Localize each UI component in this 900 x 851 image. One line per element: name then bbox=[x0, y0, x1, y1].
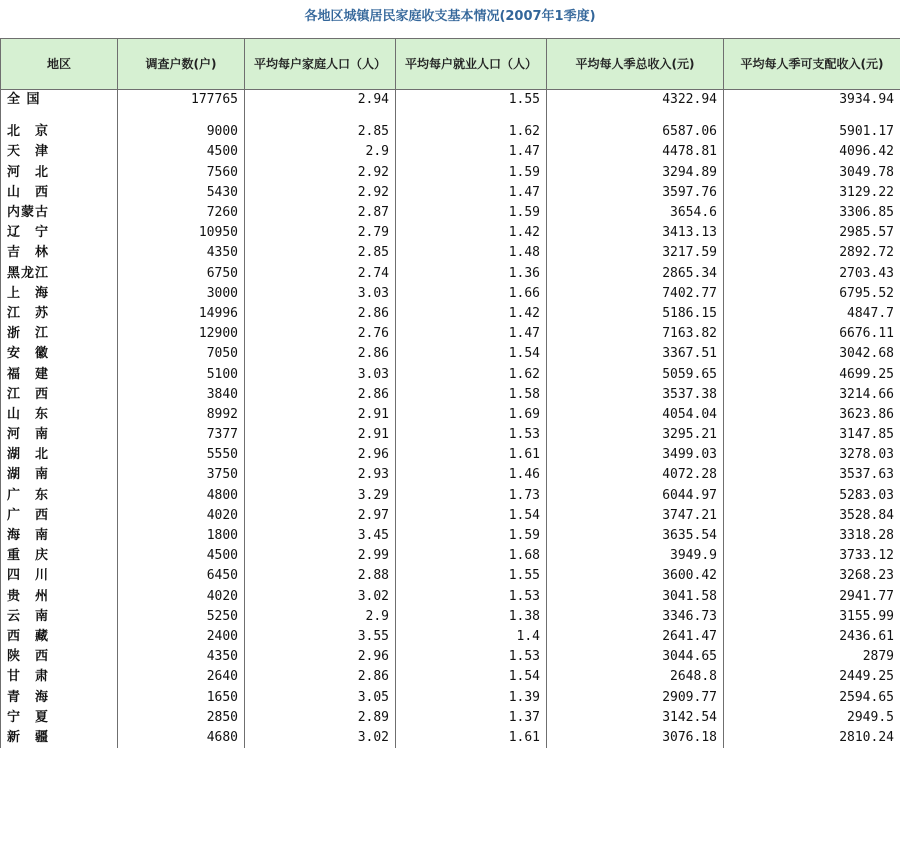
households-cell: 7050 bbox=[118, 344, 245, 364]
table-row bbox=[1, 708, 900, 728]
disposable-income-cell: 4699.25 bbox=[724, 364, 900, 384]
employed-cell: 1.47 bbox=[396, 324, 547, 344]
disposable-income-cell: 2941.77 bbox=[724, 587, 900, 607]
employed-cell: 1.39 bbox=[396, 687, 547, 707]
total-income-cell: 3413.13 bbox=[547, 223, 724, 243]
family-size-cell: 2.9 bbox=[245, 607, 396, 627]
region-cell: 安 徽 bbox=[1, 344, 118, 364]
table-row bbox=[1, 667, 900, 687]
header-disposable-income: 平均每人季可支配收入(元) bbox=[724, 39, 900, 90]
table-row bbox=[1, 506, 900, 526]
employed-cell: 1.62 bbox=[396, 364, 547, 384]
region-cell: 内蒙古 bbox=[1, 203, 118, 223]
total-income-cell: 5186.15 bbox=[547, 304, 724, 324]
region-cell: 宁 夏 bbox=[1, 708, 118, 728]
households-cell: 5430 bbox=[118, 183, 245, 203]
region-cell: 贵 州 bbox=[1, 587, 118, 607]
family-size-cell: 2.89 bbox=[245, 708, 396, 728]
table-row bbox=[1, 607, 900, 627]
table-row bbox=[1, 223, 900, 243]
header-region: 地区 bbox=[1, 39, 118, 90]
households-cell: 1650 bbox=[118, 687, 245, 707]
employed-cell: 1.38 bbox=[396, 607, 547, 627]
households-cell: 4680 bbox=[118, 728, 245, 748]
households-cell: 3750 bbox=[118, 465, 245, 485]
households-cell: 6450 bbox=[118, 566, 245, 586]
total-income-cell: 3044.65 bbox=[547, 647, 724, 667]
region-cell: 西 藏 bbox=[1, 627, 118, 647]
header-family-size: 平均每户家庭人口（人） bbox=[245, 39, 396, 90]
disposable-income-cell: 2436.61 bbox=[724, 627, 900, 647]
table-row bbox=[1, 122, 900, 142]
households-cell: 12900 bbox=[118, 324, 245, 344]
disposable-income-cell: 3049.78 bbox=[724, 163, 900, 183]
region-cell: 北 京 bbox=[1, 122, 118, 142]
households-cell: 7560 bbox=[118, 163, 245, 183]
households-cell: 7260 bbox=[118, 203, 245, 223]
disposable-income-cell: 2810.24 bbox=[724, 728, 900, 748]
households-cell: 177765 bbox=[118, 90, 245, 111]
employed-cell bbox=[396, 110, 547, 122]
region-cell: 天 津 bbox=[1, 142, 118, 162]
table-row bbox=[1, 284, 900, 304]
total-income-cell: 3367.51 bbox=[547, 344, 724, 364]
disposable-income-cell: 3268.23 bbox=[724, 566, 900, 586]
region-cell: 河 北 bbox=[1, 163, 118, 183]
disposable-income-cell: 2594.65 bbox=[724, 687, 900, 707]
region-cell: 新 疆 bbox=[1, 728, 118, 748]
disposable-income-cell: 3306.85 bbox=[724, 203, 900, 223]
table-row bbox=[1, 587, 900, 607]
employed-cell: 1.66 bbox=[396, 284, 547, 304]
total-income-cell: 3635.54 bbox=[547, 526, 724, 546]
households-cell: 3840 bbox=[118, 385, 245, 405]
disposable-income-cell: 2449.25 bbox=[724, 667, 900, 687]
total-income-cell: 3294.89 bbox=[547, 163, 724, 183]
region-cell: 青 海 bbox=[1, 687, 118, 707]
employed-cell: 1.55 bbox=[396, 90, 547, 111]
total-income-cell: 3747.21 bbox=[547, 506, 724, 526]
family-size-cell: 2.96 bbox=[245, 647, 396, 667]
header-total-income: 平均每人季总收入(元) bbox=[547, 39, 724, 90]
employed-cell: 1.54 bbox=[396, 667, 547, 687]
employed-cell: 1.62 bbox=[396, 122, 547, 142]
employed-cell: 1.47 bbox=[396, 183, 547, 203]
employed-cell: 1.61 bbox=[396, 728, 547, 748]
table-row bbox=[1, 566, 900, 586]
family-size-cell: 2.99 bbox=[245, 546, 396, 566]
households-cell: 14996 bbox=[118, 304, 245, 324]
total-income-cell: 3949.9 bbox=[547, 546, 724, 566]
table-header bbox=[1, 39, 900, 90]
disposable-income-cell: 3147.85 bbox=[724, 425, 900, 445]
table-row bbox=[1, 90, 900, 111]
family-size-cell: 2.9 bbox=[245, 142, 396, 162]
total-income-cell: 2641.47 bbox=[547, 627, 724, 647]
table-row bbox=[1, 110, 900, 122]
employed-cell: 1.48 bbox=[396, 243, 547, 263]
disposable-income-cell: 3278.03 bbox=[724, 445, 900, 465]
employed-cell: 1.53 bbox=[396, 587, 547, 607]
family-size-cell: 2.85 bbox=[245, 243, 396, 263]
total-income-cell: 3600.42 bbox=[547, 566, 724, 586]
disposable-income-cell: 6795.52 bbox=[724, 284, 900, 304]
region-cell: 广 西 bbox=[1, 506, 118, 526]
family-size-cell: 2.96 bbox=[245, 445, 396, 465]
total-income-cell: 7402.77 bbox=[547, 284, 724, 304]
households-cell: 2400 bbox=[118, 627, 245, 647]
households-cell: 6750 bbox=[118, 264, 245, 284]
total-income-cell: 3537.38 bbox=[547, 385, 724, 405]
table-row bbox=[1, 264, 900, 284]
employed-cell: 1.36 bbox=[396, 264, 547, 284]
total-income-cell: 3295.21 bbox=[547, 425, 724, 445]
table-row bbox=[1, 647, 900, 667]
region-cell: 全 国 bbox=[1, 90, 118, 111]
total-income-cell: 3346.73 bbox=[547, 607, 724, 627]
table-row bbox=[1, 546, 900, 566]
disposable-income-cell: 3155.99 bbox=[724, 607, 900, 627]
employed-cell: 1.73 bbox=[396, 486, 547, 506]
region-cell: 甘 肃 bbox=[1, 667, 118, 687]
employed-cell: 1.61 bbox=[396, 445, 547, 465]
households-cell: 4350 bbox=[118, 243, 245, 263]
header-households: 调查户数(户) bbox=[118, 39, 245, 90]
table-row bbox=[1, 243, 900, 263]
region-cell: 云 南 bbox=[1, 607, 118, 627]
family-size-cell: 2.91 bbox=[245, 425, 396, 445]
disposable-income-cell: 4847.7 bbox=[724, 304, 900, 324]
total-income-cell: 7163.82 bbox=[547, 324, 724, 344]
households-cell: 4500 bbox=[118, 546, 245, 566]
region-cell: 辽 宁 bbox=[1, 223, 118, 243]
employed-cell: 1.37 bbox=[396, 708, 547, 728]
region-cell bbox=[1, 110, 118, 122]
total-income-cell: 4478.81 bbox=[547, 142, 724, 162]
region-cell: 海 南 bbox=[1, 526, 118, 546]
disposable-income-cell: 2949.5 bbox=[724, 708, 900, 728]
total-income-cell: 6044.97 bbox=[547, 486, 724, 506]
table-row bbox=[1, 344, 900, 364]
family-size-cell: 3.05 bbox=[245, 687, 396, 707]
employed-cell: 1.46 bbox=[396, 465, 547, 485]
family-size-cell: 3.29 bbox=[245, 486, 396, 506]
family-size-cell: 2.91 bbox=[245, 405, 396, 425]
households-cell bbox=[118, 110, 245, 122]
employed-cell: 1.55 bbox=[396, 566, 547, 586]
table-row bbox=[1, 627, 900, 647]
family-size-cell: 2.86 bbox=[245, 344, 396, 364]
table-row bbox=[1, 304, 900, 324]
family-size-cell: 2.92 bbox=[245, 183, 396, 203]
employed-cell: 1.53 bbox=[396, 425, 547, 445]
region-cell: 上 海 bbox=[1, 284, 118, 304]
total-income-cell bbox=[547, 110, 724, 122]
households-cell: 4500 bbox=[118, 142, 245, 162]
employed-cell: 1.69 bbox=[396, 405, 547, 425]
table-row bbox=[1, 687, 900, 707]
households-cell: 4800 bbox=[118, 486, 245, 506]
employed-cell: 1.47 bbox=[396, 142, 547, 162]
family-size-cell: 2.85 bbox=[245, 122, 396, 142]
employed-cell: 1.59 bbox=[396, 163, 547, 183]
table-row bbox=[1, 183, 900, 203]
employed-cell: 1.4 bbox=[396, 627, 547, 647]
table-row bbox=[1, 203, 900, 223]
region-cell: 四 川 bbox=[1, 566, 118, 586]
disposable-income-cell: 3214.66 bbox=[724, 385, 900, 405]
region-cell: 山 东 bbox=[1, 405, 118, 425]
table-row bbox=[1, 526, 900, 546]
households-cell: 5250 bbox=[118, 607, 245, 627]
total-income-cell: 5059.65 bbox=[547, 364, 724, 384]
households-cell: 10950 bbox=[118, 223, 245, 243]
total-income-cell: 4322.94 bbox=[547, 90, 724, 111]
region-cell: 江 西 bbox=[1, 385, 118, 405]
total-income-cell: 6587.06 bbox=[547, 122, 724, 142]
region-cell: 河 南 bbox=[1, 425, 118, 445]
total-income-cell: 2909.77 bbox=[547, 687, 724, 707]
family-size-cell: 2.93 bbox=[245, 465, 396, 485]
family-size-cell: 3.03 bbox=[245, 364, 396, 384]
disposable-income-cell: 2703.43 bbox=[724, 264, 900, 284]
households-cell: 4350 bbox=[118, 647, 245, 667]
total-income-cell: 3597.76 bbox=[547, 183, 724, 203]
disposable-income-cell: 3042.68 bbox=[724, 344, 900, 364]
households-cell: 5550 bbox=[118, 445, 245, 465]
disposable-income-cell: 5901.17 bbox=[724, 122, 900, 142]
employed-cell: 1.59 bbox=[396, 526, 547, 546]
disposable-income-cell: 3537.63 bbox=[724, 465, 900, 485]
households-cell: 2850 bbox=[118, 708, 245, 728]
family-size-cell: 2.87 bbox=[245, 203, 396, 223]
total-income-cell: 3142.54 bbox=[547, 708, 724, 728]
households-cell: 4020 bbox=[118, 587, 245, 607]
family-size-cell: 2.86 bbox=[245, 304, 396, 324]
households-cell: 2640 bbox=[118, 667, 245, 687]
table-row bbox=[1, 728, 900, 748]
total-income-cell: 3217.59 bbox=[547, 243, 724, 263]
table-row bbox=[1, 425, 900, 445]
region-cell: 江 苏 bbox=[1, 304, 118, 324]
disposable-income-cell: 6676.11 bbox=[724, 324, 900, 344]
employed-cell: 1.42 bbox=[396, 304, 547, 324]
family-size-cell: 2.88 bbox=[245, 566, 396, 586]
employed-cell: 1.53 bbox=[396, 647, 547, 667]
table-row bbox=[1, 364, 900, 384]
family-size-cell: 2.97 bbox=[245, 506, 396, 526]
disposable-income-cell: 3318.28 bbox=[724, 526, 900, 546]
disposable-income-cell: 3934.94 bbox=[724, 90, 900, 111]
family-size-cell: 3.03 bbox=[245, 284, 396, 304]
employed-cell: 1.58 bbox=[396, 385, 547, 405]
disposable-income-cell bbox=[724, 110, 900, 122]
households-cell: 9000 bbox=[118, 122, 245, 142]
income-table bbox=[0, 38, 900, 748]
header-row bbox=[1, 39, 900, 90]
table-row bbox=[1, 385, 900, 405]
table-row bbox=[1, 465, 900, 485]
table-row bbox=[1, 324, 900, 344]
family-size-cell: 2.79 bbox=[245, 223, 396, 243]
employed-cell: 1.59 bbox=[396, 203, 547, 223]
family-size-cell: 2.86 bbox=[245, 385, 396, 405]
family-size-cell: 2.86 bbox=[245, 667, 396, 687]
table-row bbox=[1, 445, 900, 465]
households-cell: 4020 bbox=[118, 506, 245, 526]
table-row bbox=[1, 405, 900, 425]
households-cell: 7377 bbox=[118, 425, 245, 445]
disposable-income-cell: 3528.84 bbox=[724, 506, 900, 526]
total-income-cell: 4054.04 bbox=[547, 405, 724, 425]
table-row bbox=[1, 142, 900, 162]
page-title: 各地区城镇居民家庭收支基本情况(2007年1季度) bbox=[304, 9, 596, 24]
table-row bbox=[1, 163, 900, 183]
total-income-cell: 3499.03 bbox=[547, 445, 724, 465]
header-employed: 平均每户就业人口（人） bbox=[396, 39, 547, 90]
region-cell: 湖 北 bbox=[1, 445, 118, 465]
employed-cell: 1.42 bbox=[396, 223, 547, 243]
total-income-cell: 2865.34 bbox=[547, 264, 724, 284]
disposable-income-cell: 3733.12 bbox=[724, 546, 900, 566]
disposable-income-cell: 4096.42 bbox=[724, 142, 900, 162]
total-income-cell: 3076.18 bbox=[547, 728, 724, 748]
employed-cell: 1.68 bbox=[396, 546, 547, 566]
households-cell: 8992 bbox=[118, 405, 245, 425]
total-income-cell: 4072.28 bbox=[547, 465, 724, 485]
disposable-income-cell: 3623.86 bbox=[724, 405, 900, 425]
family-size-cell: 3.55 bbox=[245, 627, 396, 647]
disposable-income-cell: 5283.03 bbox=[724, 486, 900, 506]
disposable-income-cell: 2879 bbox=[724, 647, 900, 667]
region-cell: 湖 南 bbox=[1, 465, 118, 485]
total-income-cell: 3654.6 bbox=[547, 203, 724, 223]
region-cell: 山 西 bbox=[1, 183, 118, 203]
family-size-cell: 2.92 bbox=[245, 163, 396, 183]
disposable-income-cell: 3129.22 bbox=[724, 183, 900, 203]
family-size-cell: 3.02 bbox=[245, 587, 396, 607]
table-body bbox=[1, 90, 900, 749]
family-size-cell: 3.02 bbox=[245, 728, 396, 748]
region-cell: 吉 林 bbox=[1, 243, 118, 263]
region-cell: 陕 西 bbox=[1, 647, 118, 667]
disposable-income-cell: 2985.57 bbox=[724, 223, 900, 243]
family-size-cell: 2.94 bbox=[245, 90, 396, 111]
region-cell: 广 东 bbox=[1, 486, 118, 506]
employed-cell: 1.54 bbox=[396, 506, 547, 526]
region-cell: 福 建 bbox=[1, 364, 118, 384]
region-cell: 黑龙江 bbox=[1, 264, 118, 284]
region-cell: 重 庆 bbox=[1, 546, 118, 566]
disposable-income-cell: 2892.72 bbox=[724, 243, 900, 263]
households-cell: 5100 bbox=[118, 364, 245, 384]
family-size-cell: 3.45 bbox=[245, 526, 396, 546]
total-income-cell: 3041.58 bbox=[547, 587, 724, 607]
total-income-cell: 2648.8 bbox=[547, 667, 724, 687]
family-size-cell: 2.74 bbox=[245, 264, 396, 284]
households-cell: 1800 bbox=[118, 526, 245, 546]
employed-cell: 1.54 bbox=[396, 344, 547, 364]
region-cell: 浙 江 bbox=[1, 324, 118, 344]
table-row bbox=[1, 486, 900, 506]
family-size-cell: 2.76 bbox=[245, 324, 396, 344]
family-size-cell bbox=[245, 110, 396, 122]
households-cell: 3000 bbox=[118, 284, 245, 304]
